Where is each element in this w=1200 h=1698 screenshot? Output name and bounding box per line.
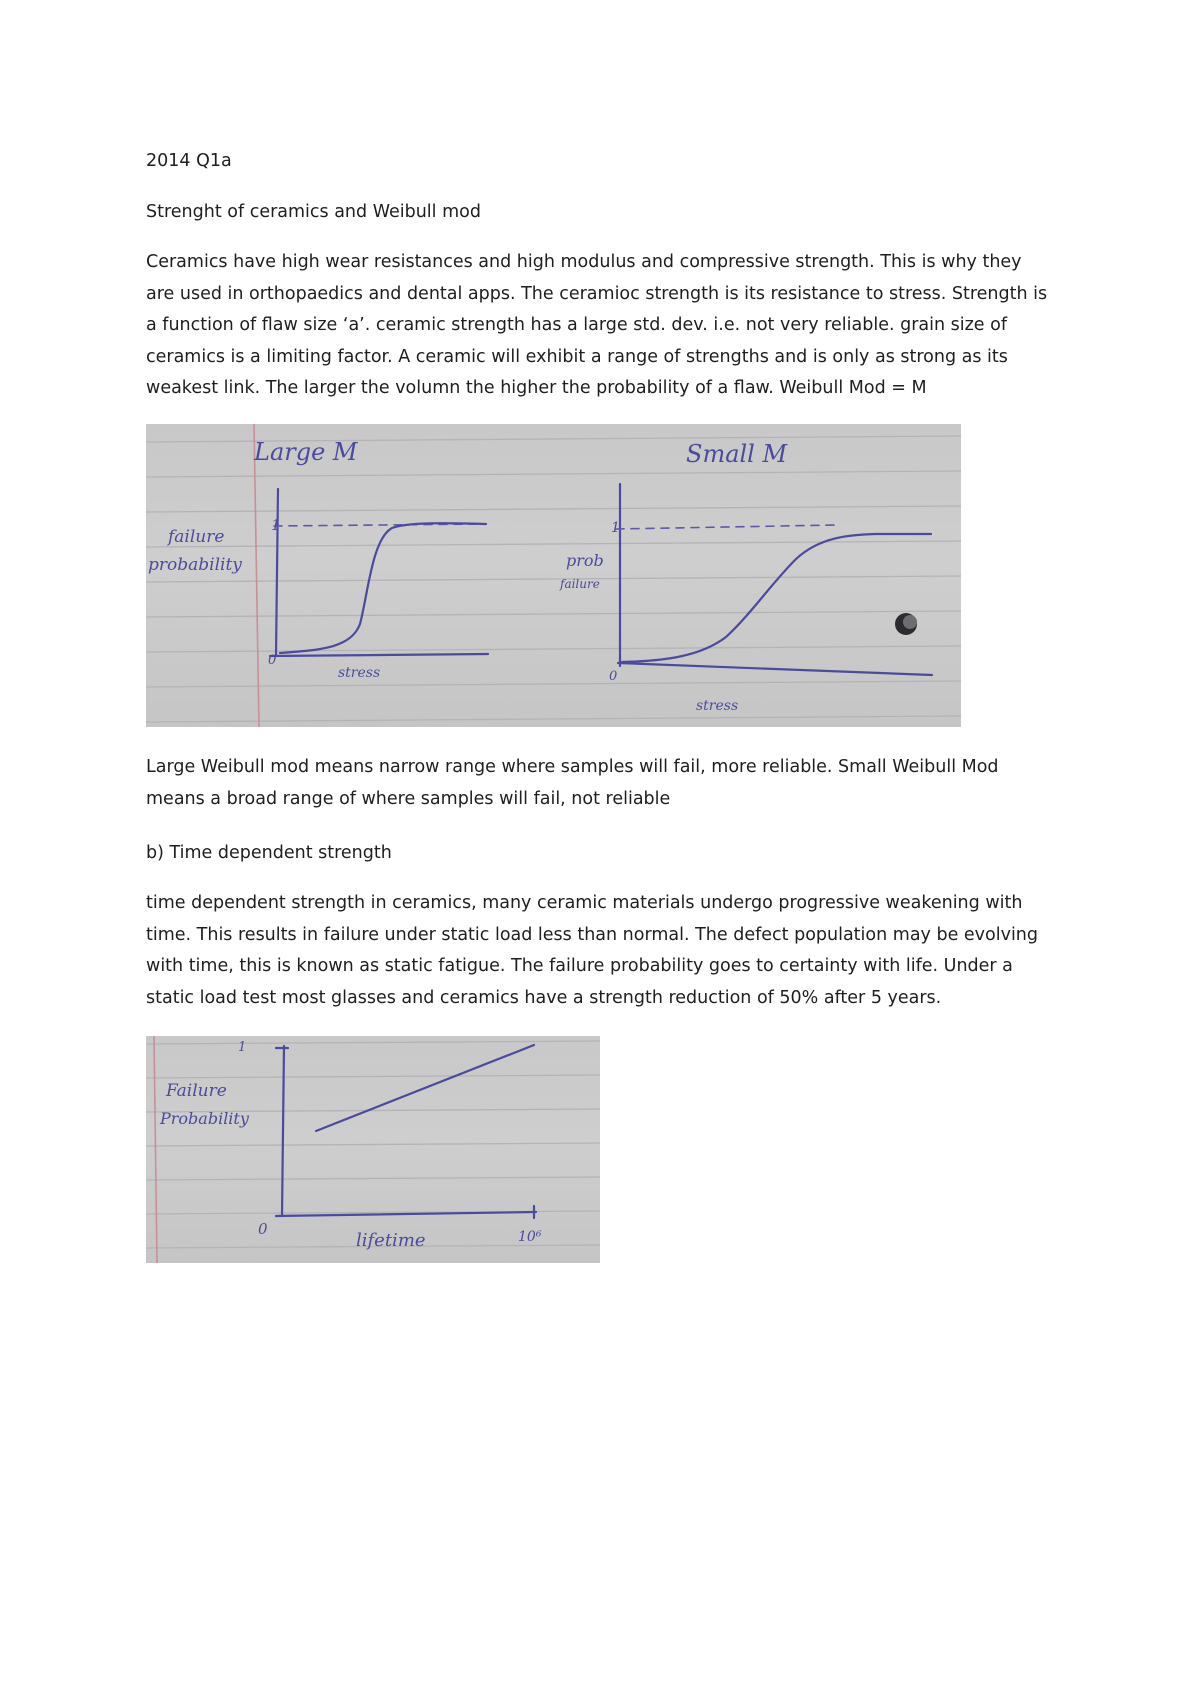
left-tick-one: 1 [271,516,281,534]
punched-hole-highlight [903,615,917,629]
text-line: are used in orthopaedics and dental apps. The ceramioc strength is its resistance to stress. Strength is [146,283,1048,304]
left-origin: 0 [268,653,277,668]
right-asymptote [616,525,836,529]
right-ylabel-1: prob [566,551,604,570]
text-line: time dependent strength in ceramics, many ceramic materials undergo progressive weakening with [146,893,1023,913]
left-ylabel-1: failure [168,527,225,547]
left-steep-curve [280,523,486,653]
left-ylabel-2: probability [148,555,242,575]
intro-paragraph [146,247,1076,405]
right-ylabel-2: failure [560,577,600,591]
time-dependent-paragraph [146,888,1076,1014]
weibull-sketch-drawing [146,424,961,727]
right-origin: 0 [609,669,618,684]
right-xlabel: stress [696,698,739,714]
margin-line [254,424,259,727]
right-gradual-curve [622,534,931,662]
question-heading: 2014 Q1a [146,151,232,171]
margin-line [154,1036,157,1263]
left-x-axis [270,654,488,656]
text-line: weakest link. The larger the volumn the higher the probability of a flaw. Weibull Mod = M [146,378,927,398]
text-line: Ceramics have high wear resistances and high modulus and compressive strength. This is why they [146,252,1022,272]
ylabel-1: Failure [166,1081,227,1101]
ruled-lines [146,1041,600,1248]
left-y-axis [276,489,278,656]
left-xlabel: stress [338,665,381,681]
x-max-label: 10⁶ [518,1229,542,1245]
origin: 0 [258,1220,268,1238]
lifetime-sketch-photo [146,1036,600,1263]
right-title: Small M [686,440,788,468]
text-line: a function of flaw size ‘a’. ceramic strength has a large std. dev. i.e. not very reliable. grain size of [146,315,1008,335]
text-line: Large Weibull mod means narrow range where samples will fail, more reliable. Small Weibull Mod [146,757,999,777]
ruled-lines [146,436,961,722]
right-x-axis [618,663,932,675]
text-line: time. This results in failure under static load less than normal. The defect population may be evolving [146,924,1039,945]
lifetime-line [316,1045,534,1131]
right-tick-one: 1 [611,520,620,536]
text-line: with time, this is known as static fatigue. The failure probability goes to certainty with life. Under a [146,956,1013,976]
xlabel: lifetime [356,1230,426,1251]
section-title: Strenght of ceramics and Weibull mod [146,202,481,222]
lifetime-sketch-drawing [146,1036,600,1263]
left-title: Large M [254,438,358,466]
tick-one: 1 [238,1040,247,1055]
text-line: static load test most glasses and ceramics have a strength reduction of 50% after 5 years. [146,987,942,1008]
weibull-sketch-photo [146,424,961,727]
part-b-heading: b) Time dependent strength [146,843,392,863]
text-line: ceramics is a limiting factor. A ceramic will exhibit a range of strengths and is only as strong as its [146,346,1008,367]
y-axis [282,1046,284,1216]
weibull-paragraph [146,752,1076,815]
text-line: means a broad range of where samples will fail, not reliable [146,788,671,809]
ylabel-2: Probability [160,1109,249,1128]
